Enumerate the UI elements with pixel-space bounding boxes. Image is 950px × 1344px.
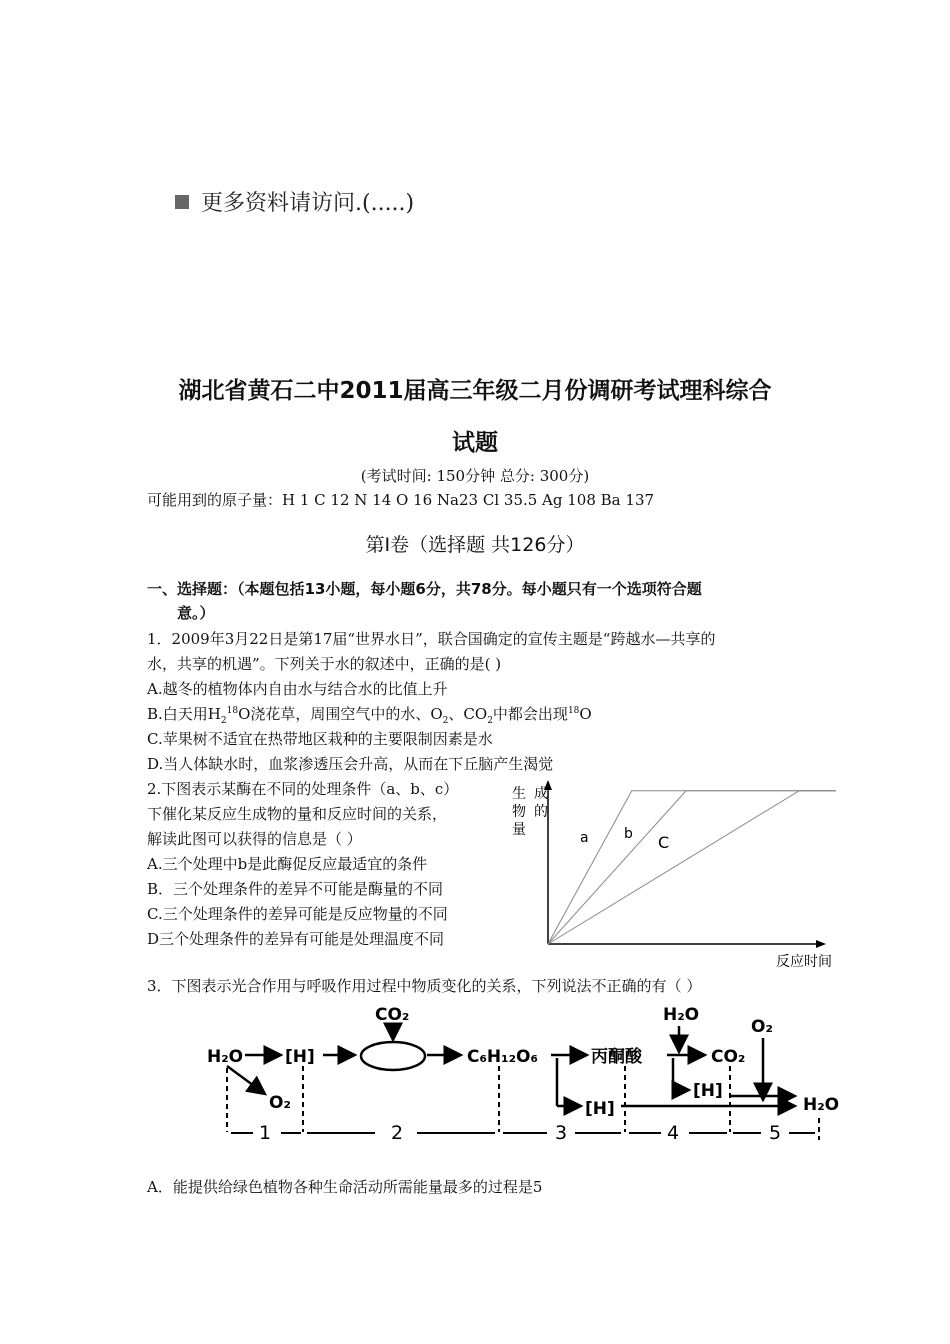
promo-notice	[175, 186, 414, 217]
node-o2: O₂	[269, 1093, 291, 1113]
node-co2-out: CO₂	[711, 1047, 746, 1067]
photosynthesis-respiration-diagram	[195, 1000, 855, 1150]
q1-stem-cont: 水，共享的机遇”。下列关于水的叙述中，正确的是( )	[147, 655, 502, 673]
q3-stem: 3．下图表示光合作用与呼吸作用过程中物质变化的关系，下列说法不正确的有（ ）	[147, 977, 702, 995]
paper-title: 湖北省黄石二中2011届高三年级二月份调研考试理科综合	[178, 378, 772, 404]
atomic-masses: 可能用到的原子量：H 1 C 12 N 14 O 16 Na23 Cl 35.5 Ag 108 Ba 137	[147, 491, 655, 509]
x-axis-label: 反应时间	[776, 954, 832, 970]
stage-3: 3	[555, 1122, 568, 1144]
q1-option-c: C.苹果树不适宜在热带地区栽种的主要限制因素是水	[147, 730, 493, 748]
q1-stem: 1．2009年3月22日是第17届“世界水日”，联合国确定的宣传主题是“跨越水—共享的	[147, 630, 716, 648]
stage-1: 1	[259, 1122, 272, 1144]
stage-4: 4	[667, 1122, 680, 1144]
q2-option-c: C.三个处理条件的差异可能是反应物量的不同	[147, 905, 448, 923]
section-title: 第Ⅰ卷（选择题 共126分）	[365, 534, 585, 556]
q2-option-a: A.三个处理中b是此酶促反应最适宜的条件	[147, 855, 428, 873]
y-label-char: 量	[512, 822, 526, 838]
notice-text: 更多资料请访问.(.....)	[201, 191, 415, 216]
q1-option-d: D.当人体缺水时，血浆渗透压会升高，从而在下丘脑产生渴觉	[147, 755, 554, 773]
series-label-b: b	[624, 826, 633, 842]
x-axis-arrow-icon	[816, 940, 826, 948]
y-label-char: 成	[534, 786, 548, 802]
square-bullet-icon	[175, 195, 189, 209]
q3-option-a: A．能提供给绿色植物各种生命活动所需能量最多的过程是5	[147, 1178, 543, 1196]
stage-2: 2	[391, 1122, 404, 1144]
paper-title-line2: 试题	[452, 430, 498, 456]
series-line-b	[548, 791, 836, 944]
node-co2-in: CO₂	[375, 1005, 410, 1025]
node-h2o: H₂O	[207, 1047, 244, 1067]
enzyme-reaction-chart	[500, 772, 845, 972]
calvin-cycle-ellipse	[361, 1042, 425, 1070]
q2-option-d: D三个处理条件的差异有可能是处理温度不同	[147, 930, 445, 948]
q2-option-b: B．三个处理条件的差异不可能是酶量的不同	[147, 880, 444, 898]
stage-5: 5	[769, 1122, 782, 1144]
part-heading-cont: 意。）	[177, 604, 215, 622]
q1-option-a: A.越冬的植物体内自由水与结合水的比值上升	[147, 680, 448, 698]
series-line-c	[548, 791, 836, 944]
node-h-1: [H]	[285, 1047, 315, 1067]
y-label-char: 的	[534, 804, 548, 820]
part-heading: 一、选择题：（本题包括13小题，每小题6分，共78分。每小题只有一个选项符合题	[147, 580, 702, 598]
node-h2o-in: H₂O	[663, 1005, 700, 1025]
series-label-c: C	[658, 833, 670, 852]
series-line-a	[548, 791, 836, 944]
y-axis-label	[512, 785, 548, 838]
node-h2o-out: H₂O	[803, 1095, 840, 1115]
exam-info: (考试时间: 150分钟 总分: 300分)	[360, 467, 590, 485]
chart-series	[548, 791, 836, 944]
q2-stem: 2.下图表示某酶在不同的处理条件（a、b、c）	[147, 780, 459, 798]
series-label-a: a	[580, 830, 589, 846]
q1-option-b: B.白天用$H_2^{18}O$浇花草，周围空气中的水、$O_2$、$CO_2$中都会出现$^{18}$O	[147, 705, 592, 726]
node-h-3: [H]	[693, 1081, 723, 1101]
node-h-2: [H]	[585, 1099, 615, 1119]
q2-stem-cont: 下催化某反应生成物的量和反应时间的关系，	[147, 805, 448, 823]
y-label-char: 生	[512, 786, 526, 802]
q2-stem-cont2: 解读此图可以获得的信息是（ ）	[147, 830, 362, 848]
y-label-char: 物	[512, 804, 526, 820]
node-o2-in: O₂	[751, 1017, 773, 1037]
node-glucose: C₆H₁₂O₆	[467, 1047, 538, 1067]
node-pyruvate: 丙酮酸	[591, 1047, 642, 1067]
